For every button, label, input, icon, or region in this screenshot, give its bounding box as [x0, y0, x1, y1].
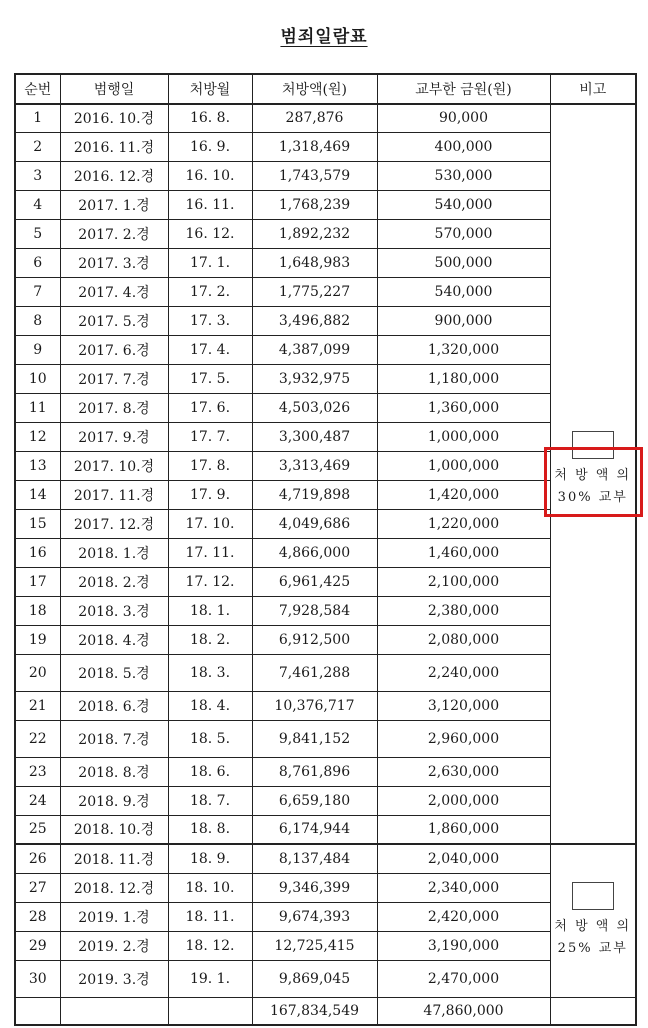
table-row — [15, 596, 636, 625]
row-rx-amount: 1,768,239 — [252, 190, 377, 219]
row-rx-month: 18. 11. — [168, 902, 252, 931]
row-rx-amount: 9,346,399 — [252, 873, 377, 902]
row-rx-amount: 4,049,686 — [252, 509, 377, 538]
remarks-line-2: 25% 교부 — [557, 940, 628, 956]
header-no: 순번 — [15, 74, 60, 104]
row-date: 2019. 3.경 — [60, 960, 168, 997]
table-row — [15, 480, 636, 509]
table-row — [15, 691, 636, 720]
row-rx-amount: 4,503,026 — [252, 393, 377, 422]
row-paid: 530,000 — [377, 161, 550, 190]
row-no: 25 — [15, 815, 60, 844]
row-date: 2018. 11.경 — [60, 844, 168, 873]
row-date: 2018. 8.경 — [60, 757, 168, 786]
table-row — [15, 393, 636, 422]
total-row — [15, 997, 636, 1025]
row-paid: 2,420,000 — [377, 902, 550, 931]
crime-list-table — [14, 73, 637, 1026]
total-month-cell — [168, 997, 252, 1025]
row-date: 2017. 6.경 — [60, 335, 168, 364]
row-no: 13 — [15, 451, 60, 480]
row-rx-month: 18. 1. — [168, 596, 252, 625]
row-no: 3 — [15, 161, 60, 190]
row-paid: 1,220,000 — [377, 509, 550, 538]
row-date: 2017. 5.경 — [60, 306, 168, 335]
row-date: 2018. 9.경 — [60, 786, 168, 815]
table-row — [15, 625, 636, 654]
row-rx-amount: 1,743,579 — [252, 161, 377, 190]
row-rx-amount: 3,313,469 — [252, 451, 377, 480]
row-date: 2017. 7.경 — [60, 364, 168, 393]
row-rx-amount: 8,137,484 — [252, 844, 377, 873]
row-rx-amount: 6,659,180 — [252, 786, 377, 815]
remarks-line-1: 처 방 액 의 — [554, 918, 632, 934]
row-date: 2018. 7.경 — [60, 720, 168, 757]
row-rx-amount: 9,869,045 — [252, 960, 377, 997]
row-date: 2018. 10.경 — [60, 815, 168, 844]
row-rx-amount: 4,719,898 — [252, 480, 377, 509]
row-date: 2017. 3.경 — [60, 248, 168, 277]
row-rx-amount: 9,841,152 — [252, 720, 377, 757]
row-rx-amount: 6,912,500 — [252, 625, 377, 654]
row-rx-amount: 4,387,099 — [252, 335, 377, 364]
row-rx-amount: 1,775,227 — [252, 277, 377, 306]
row-paid: 570,000 — [377, 219, 550, 248]
row-rx-month: 17. 8. — [168, 451, 252, 480]
row-rx-amount: 7,928,584 — [252, 596, 377, 625]
row-no: 14 — [15, 480, 60, 509]
remarks-note — [551, 882, 636, 960]
row-no: 8 — [15, 306, 60, 335]
row-date: 2019. 1.경 — [60, 902, 168, 931]
row-rx-month: 18. 6. — [168, 757, 252, 786]
row-rx-month: 17. 2. — [168, 277, 252, 306]
row-no: 4 — [15, 190, 60, 219]
row-date: 2017. 1.경 — [60, 190, 168, 219]
table-row — [15, 960, 636, 997]
row-no: 26 — [15, 844, 60, 873]
header-paid: 교부한 금원(원) — [377, 74, 550, 104]
row-paid: 2,630,000 — [377, 757, 550, 786]
row-no: 21 — [15, 691, 60, 720]
total-rx-amount: 167,834,549 — [252, 997, 377, 1025]
table-row — [15, 364, 636, 393]
total-remarks-cell — [550, 997, 636, 1025]
table-body — [15, 104, 636, 997]
row-rx-month: 16. 12. — [168, 219, 252, 248]
row-paid: 2,100,000 — [377, 567, 550, 596]
row-rx-amount: 3,932,975 — [252, 364, 377, 393]
row-rx-amount: 9,674,393 — [252, 902, 377, 931]
row-no: 20 — [15, 654, 60, 691]
row-no: 11 — [15, 393, 60, 422]
row-date: 2017. 10.경 — [60, 451, 168, 480]
row-paid: 500,000 — [377, 248, 550, 277]
row-rx-month: 17. 6. — [168, 393, 252, 422]
row-no: 28 — [15, 902, 60, 931]
remarks-blank-box — [572, 882, 614, 910]
header-date: 범행일 — [60, 74, 168, 104]
highlight-box — [544, 447, 643, 517]
row-rx-month: 17. 3. — [168, 306, 252, 335]
table-row — [15, 104, 636, 132]
row-rx-month: 18. 12. — [168, 931, 252, 960]
table-row — [15, 873, 636, 902]
row-paid: 2,000,000 — [377, 786, 550, 815]
row-no: 15 — [15, 509, 60, 538]
row-paid: 2,960,000 — [377, 720, 550, 757]
table-row — [15, 335, 636, 364]
table-row — [15, 786, 636, 815]
row-rx-amount: 3,300,487 — [252, 422, 377, 451]
table-row — [15, 757, 636, 786]
table-row — [15, 190, 636, 219]
row-no: 30 — [15, 960, 60, 997]
row-no: 19 — [15, 625, 60, 654]
header-rx-amount: 처방액(원) — [252, 74, 377, 104]
row-rx-amount: 4,866,000 — [252, 538, 377, 567]
table-row — [15, 509, 636, 538]
row-paid: 3,190,000 — [377, 931, 550, 960]
remarks-cell-group2 — [550, 844, 636, 997]
table-row — [15, 422, 636, 451]
table-row — [15, 306, 636, 335]
row-paid: 1,000,000 — [377, 451, 550, 480]
row-no: 2 — [15, 132, 60, 161]
row-rx-month: 18. 9. — [168, 844, 252, 873]
header-remarks: 비고 — [550, 74, 636, 104]
row-rx-amount: 8,761,896 — [252, 757, 377, 786]
row-rx-amount: 1,648,983 — [252, 248, 377, 277]
total-date-cell — [60, 997, 168, 1025]
row-rx-month: 18. 2. — [168, 625, 252, 654]
row-paid: 2,040,000 — [377, 844, 550, 873]
row-paid: 1,000,000 — [377, 422, 550, 451]
row-date: 2017. 2.경 — [60, 219, 168, 248]
row-no: 27 — [15, 873, 60, 902]
row-no: 23 — [15, 757, 60, 786]
row-date: 2017. 8.경 — [60, 393, 168, 422]
row-no: 1 — [15, 104, 60, 132]
row-paid: 1,860,000 — [377, 815, 550, 844]
row-paid: 1,360,000 — [377, 393, 550, 422]
table-row — [15, 720, 636, 757]
table-row — [15, 931, 636, 960]
row-paid: 540,000 — [377, 277, 550, 306]
row-paid: 900,000 — [377, 306, 550, 335]
row-rx-month: 18. 7. — [168, 786, 252, 815]
row-paid: 2,240,000 — [377, 654, 550, 691]
row-rx-month: 18. 4. — [168, 691, 252, 720]
table-row — [15, 654, 636, 691]
row-no: 29 — [15, 931, 60, 960]
row-rx-month: 17. 10. — [168, 509, 252, 538]
row-rx-month: 19. 1. — [168, 960, 252, 997]
row-rx-month: 17. 7. — [168, 422, 252, 451]
row-date: 2017. 11.경 — [60, 480, 168, 509]
row-no: 18 — [15, 596, 60, 625]
row-no: 24 — [15, 786, 60, 815]
table-row — [15, 219, 636, 248]
table-row — [15, 538, 636, 567]
row-paid: 2,340,000 — [377, 873, 550, 902]
row-rx-month: 18. 8. — [168, 815, 252, 844]
table-row — [15, 248, 636, 277]
title-text: 범죄일람표 — [280, 27, 368, 47]
total-no-cell — [15, 997, 60, 1025]
row-paid: 3,120,000 — [377, 691, 550, 720]
row-rx-amount: 6,961,425 — [252, 567, 377, 596]
table-row — [15, 902, 636, 931]
row-no: 6 — [15, 248, 60, 277]
row-rx-month: 16. 10. — [168, 161, 252, 190]
row-date: 2016. 12.경 — [60, 161, 168, 190]
row-rx-amount: 3,496,882 — [252, 306, 377, 335]
row-rx-month: 18. 10. — [168, 873, 252, 902]
row-date: 2018. 3.경 — [60, 596, 168, 625]
row-rx-month: 17. 9. — [168, 480, 252, 509]
row-rx-month: 17. 1. — [168, 248, 252, 277]
row-no: 12 — [15, 422, 60, 451]
row-rx-amount: 10,376,717 — [252, 691, 377, 720]
row-no: 9 — [15, 335, 60, 364]
row-rx-month: 18. 5. — [168, 720, 252, 757]
row-date: 2019. 2.경 — [60, 931, 168, 960]
row-paid: 90,000 — [377, 104, 550, 132]
row-no: 5 — [15, 219, 60, 248]
row-paid: 1,420,000 — [377, 480, 550, 509]
row-rx-amount: 6,174,944 — [252, 815, 377, 844]
table-row — [15, 567, 636, 596]
row-date: 2017. 9.경 — [60, 422, 168, 451]
row-no: 10 — [15, 364, 60, 393]
table-row — [15, 132, 636, 161]
row-date: 2018. 5.경 — [60, 654, 168, 691]
row-date: 2017. 12.경 — [60, 509, 168, 538]
row-date: 2017. 4.경 — [60, 277, 168, 306]
row-paid: 1,460,000 — [377, 538, 550, 567]
document-title — [0, 22, 648, 47]
row-paid: 2,080,000 — [377, 625, 550, 654]
row-paid: 540,000 — [377, 190, 550, 219]
row-rx-amount: 7,461,288 — [252, 654, 377, 691]
remarks-line-1: 처 방 액 의 — [554, 468, 632, 483]
row-paid: 400,000 — [377, 132, 550, 161]
row-rx-month: 17. 11. — [168, 538, 252, 567]
row-date: 2018. 2.경 — [60, 567, 168, 596]
row-no: 7 — [15, 277, 60, 306]
row-paid: 1,180,000 — [377, 364, 550, 393]
row-no: 17 — [15, 567, 60, 596]
row-rx-month: 17. 12. — [168, 567, 252, 596]
row-paid: 1,320,000 — [377, 335, 550, 364]
table-row — [15, 277, 636, 306]
table-row — [15, 844, 636, 873]
row-paid: 2,380,000 — [377, 596, 550, 625]
remarks-line-2: 30% 교부 — [557, 490, 628, 505]
row-rx-month: 16. 11. — [168, 190, 252, 219]
row-rx-month: 16. 8. — [168, 104, 252, 132]
row-date: 2018. 1.경 — [60, 538, 168, 567]
table-row — [15, 161, 636, 190]
header-row — [15, 74, 636, 104]
row-rx-month: 16. 9. — [168, 132, 252, 161]
row-date: 2018. 12.경 — [60, 873, 168, 902]
header-rx-month: 처방월 — [168, 74, 252, 104]
row-rx-month: 18. 3. — [168, 654, 252, 691]
row-rx-month: 17. 5. — [168, 364, 252, 393]
row-no: 16 — [15, 538, 60, 567]
row-rx-month: 17. 4. — [168, 335, 252, 364]
row-rx-amount: 1,318,469 — [252, 132, 377, 161]
row-paid: 2,470,000 — [377, 960, 550, 997]
row-date: 2016. 11.경 — [60, 132, 168, 161]
row-date: 2018. 6.경 — [60, 691, 168, 720]
table-row — [15, 815, 636, 844]
row-date: 2018. 4.경 — [60, 625, 168, 654]
row-date: 2016. 10.경 — [60, 104, 168, 132]
row-rx-amount: 12,725,415 — [252, 931, 377, 960]
row-rx-amount: 1,892,232 — [252, 219, 377, 248]
row-no: 22 — [15, 720, 60, 757]
table-row — [15, 451, 636, 480]
row-rx-amount: 287,876 — [252, 104, 377, 132]
total-paid: 47,860,000 — [377, 997, 550, 1025]
